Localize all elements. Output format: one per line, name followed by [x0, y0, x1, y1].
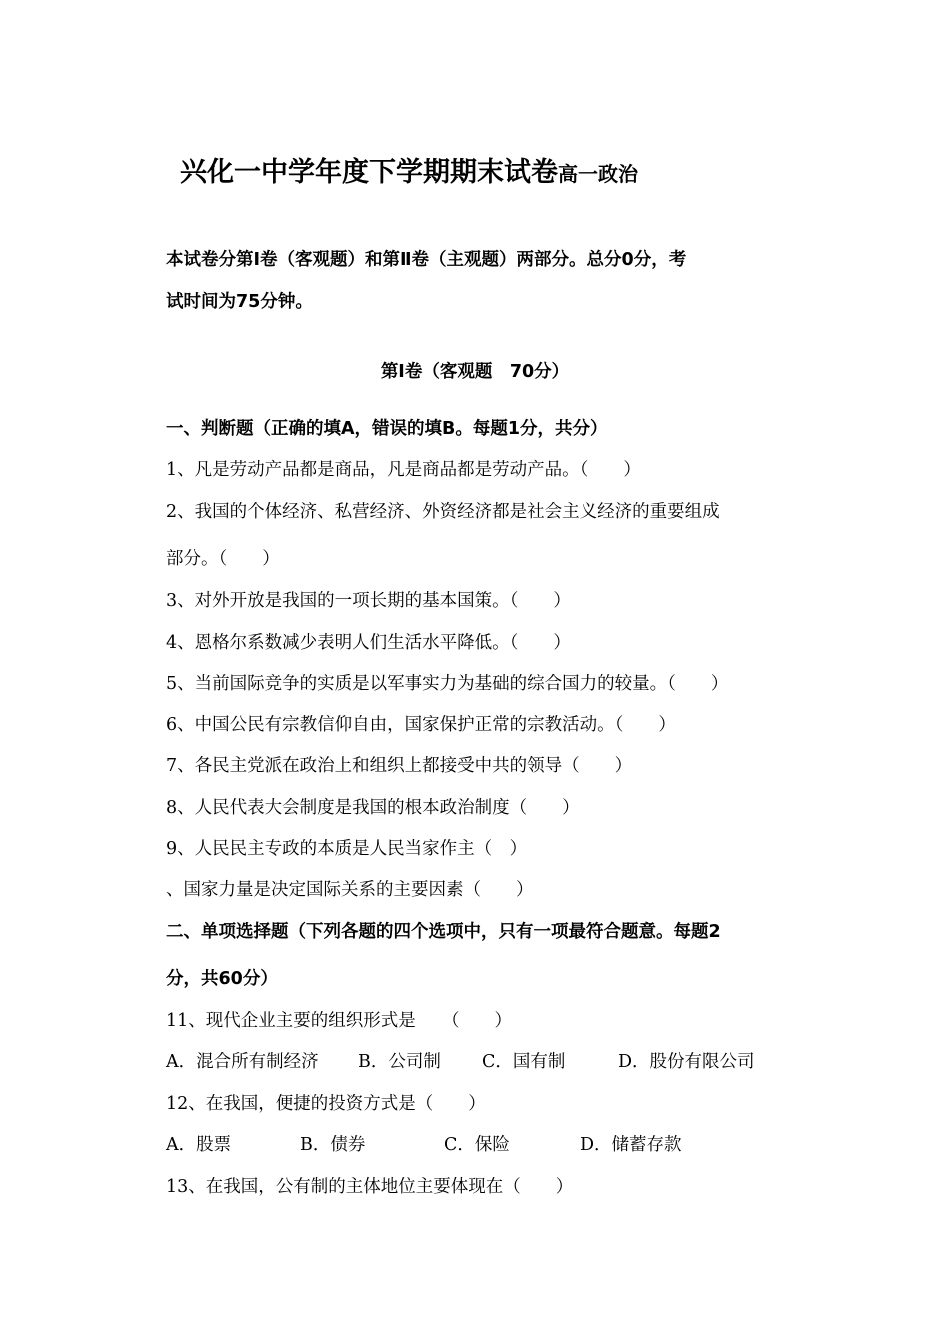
q11-option-c: C．国有制 — [482, 1052, 566, 1072]
q11-option-b: B．公司制 — [358, 1052, 441, 1072]
q11-option-a: A．混合所有制经济 — [166, 1052, 319, 1072]
question-6: 6、中国公民有宗教信仰自由，国家保护正常的宗教活动。（ ） — [166, 715, 676, 735]
question-11-options — [166, 1050, 866, 1074]
title-main: 兴化一中学年度下学期期末试卷 — [180, 157, 558, 188]
question-5: 5、当前国际竞争的实质是以军事实力为基础的综合国力的较量。（ ） — [166, 674, 729, 694]
question-2-line-2: 部分。（ ） — [166, 549, 280, 569]
q12-option-c: C．保险 — [444, 1135, 510, 1155]
question-12: 12、在我国，便捷的投资方式是（ ） — [166, 1094, 486, 1114]
question-13: 13、在我国，公有制的主体地位主要体现在（ ） — [166, 1177, 574, 1197]
question-4: 4、恩格尔系数减少表明人们生活水平降低。（ ） — [166, 633, 571, 653]
intro-line-1: 本试卷分第Ⅰ卷（客观题）和第Ⅱ卷（主观题）两部分。总分0分，考 — [166, 250, 687, 270]
title-sub: 高一政治 — [558, 162, 638, 186]
section-one-heading: 第Ⅰ卷（客观题 70分） — [380, 362, 570, 382]
intro-line-2: 试时间为75分钟。 — [166, 292, 313, 312]
question-2-line-1: 2、我国的个体经济、私营经济、外资经济都是社会主义经济的重要组成 — [166, 502, 720, 522]
question-9: 9、人民民主专政的本质是人民当家作主（ ） — [166, 839, 528, 859]
question-1: 1、凡是劳动产品都是商品，凡是商品都是劳动产品。（ ） — [166, 460, 641, 480]
part-two-heading-line-1: 二、单项选择题（下列各题的四个选项中，只有一项最符合题意。每题2 — [166, 922, 721, 942]
exam-title — [180, 150, 638, 189]
question-8: 8、人民代表大会制度是我国的根本政治制度（ ） — [166, 798, 580, 818]
question-11: 11、现代企业主要的组织形式是 （ ） — [166, 1011, 513, 1031]
q12-option-b: B．债券 — [300, 1135, 366, 1155]
question-12-options — [166, 1133, 866, 1157]
question-10: 、国家力量是决定国际关系的主要因素（ ） — [166, 880, 534, 900]
q11-option-d: D．股份有限公司 — [618, 1052, 755, 1072]
part-two-heading-line-2: 分，共60分） — [166, 969, 278, 989]
question-3: 3、对外开放是我国的一项长期的基本国策。（ ） — [166, 591, 571, 611]
part-one-heading: 一、判断题（正确的填A，错误的填B。每题1分，共分） — [166, 419, 608, 439]
q12-option-a: A．股票 — [166, 1135, 232, 1155]
q12-option-d: D．储蓄存款 — [580, 1135, 682, 1155]
question-7: 7、各民主党派在政治上和组织上都接受中共的领导（ ） — [166, 756, 633, 776]
